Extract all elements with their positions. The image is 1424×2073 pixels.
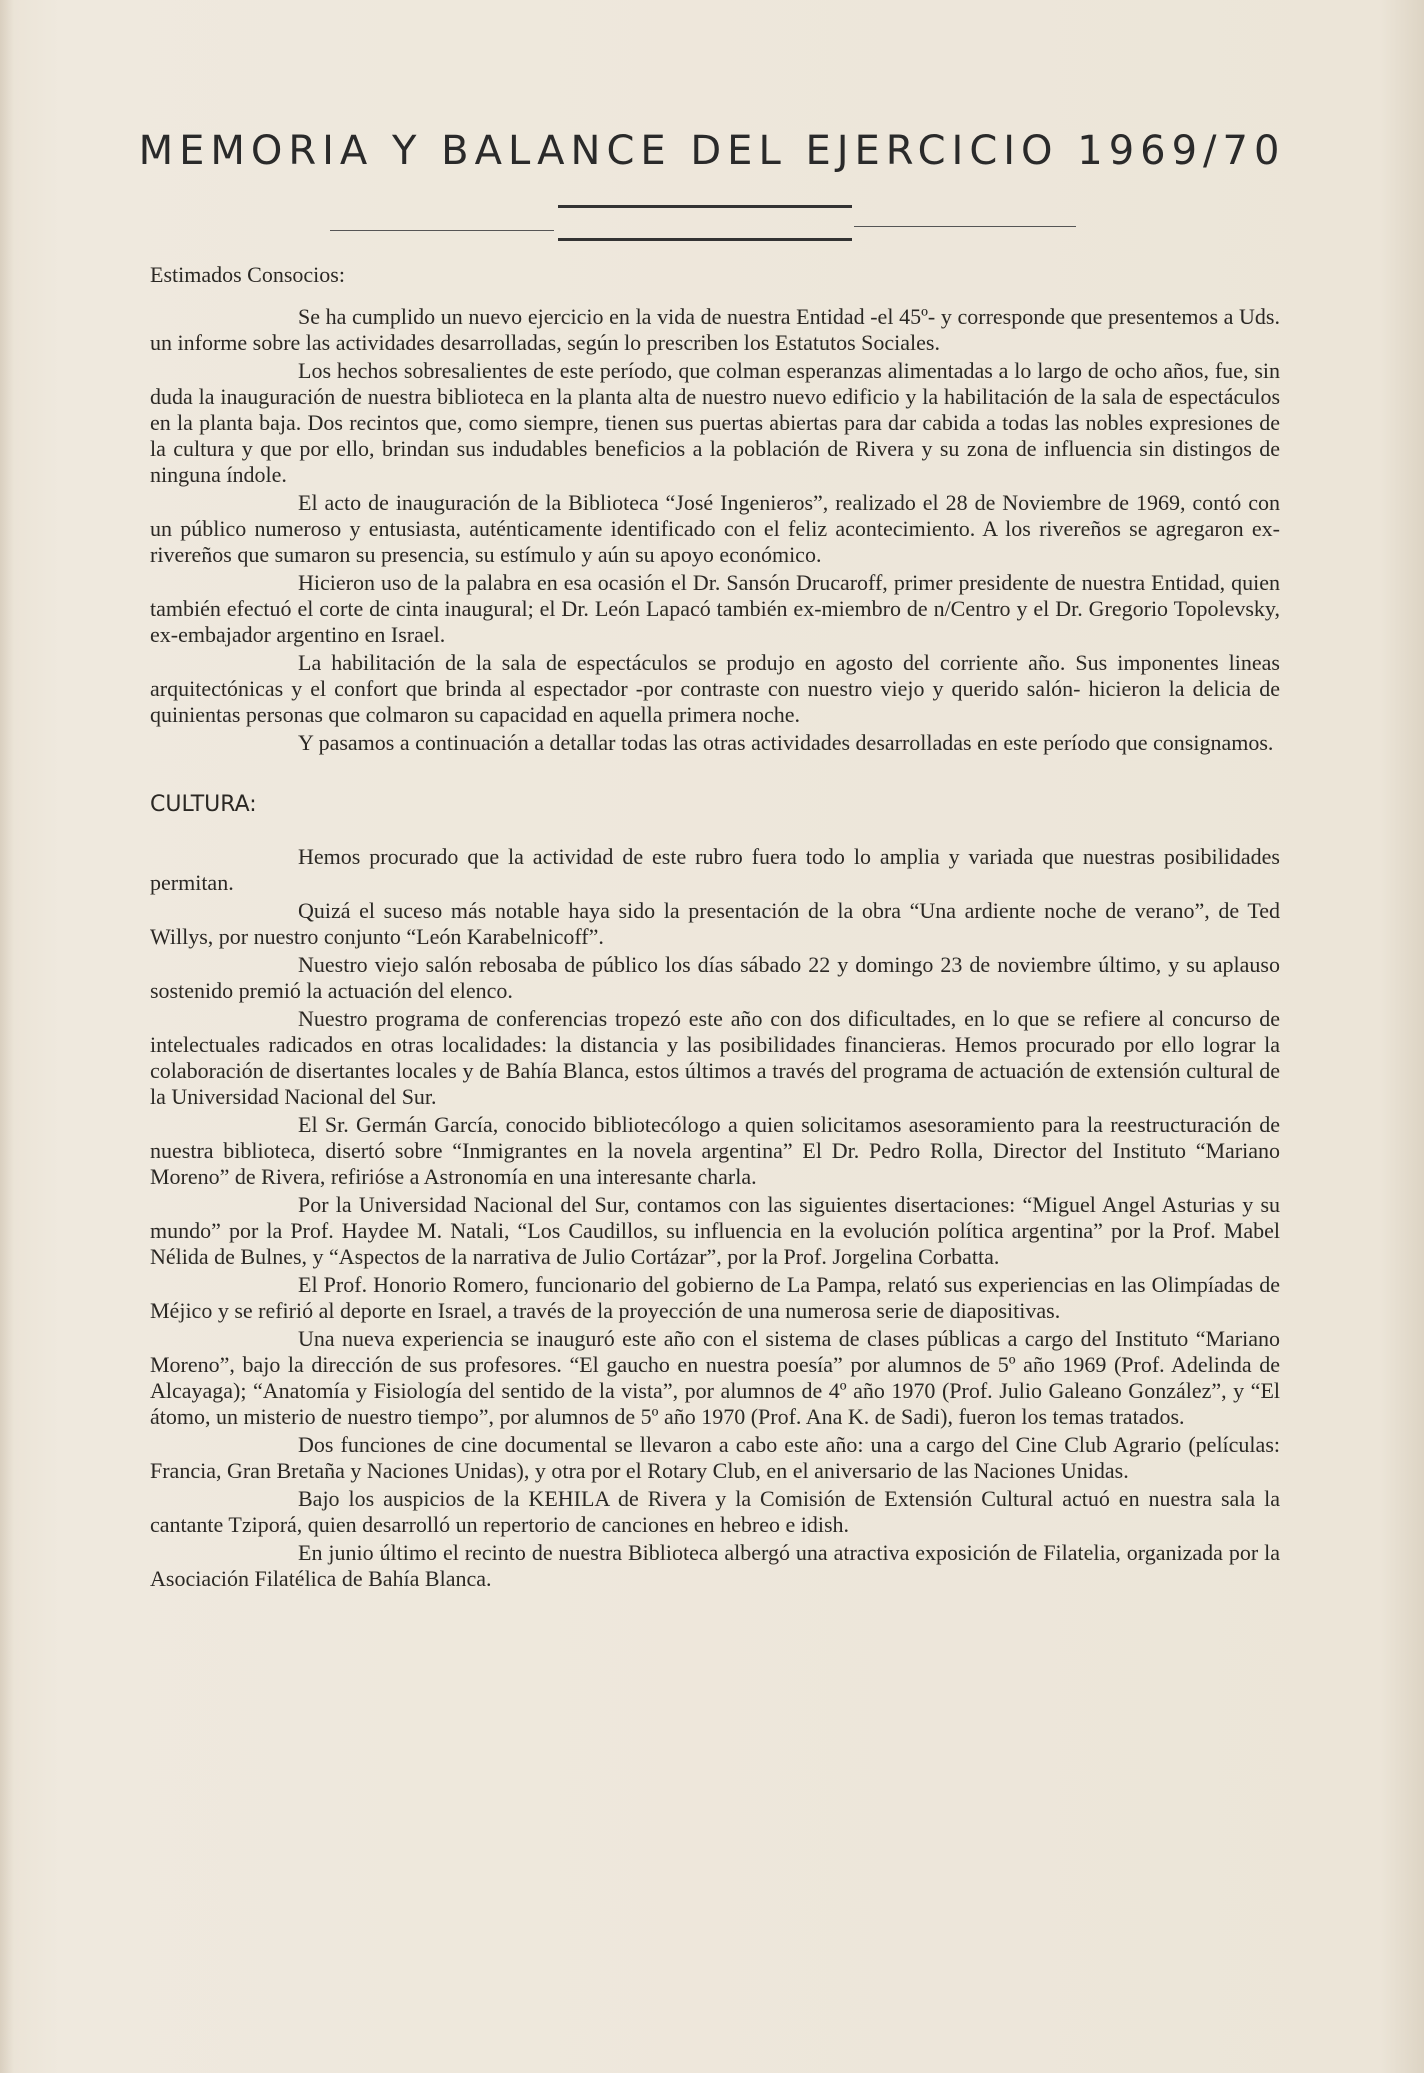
intro-paragraph: Se ha cumplido un nuevo ejercicio en la vida de nuestra Entidad -el 45º- y corresponde que presentemos a Uds. un informe sobre las actividades desarrolladas, según lo prescriben los Estatutos Sociales. — [150, 304, 1280, 355]
culture-paragraph: Quizá el suceso más notable haya sido la presentación de la obra “Una ardiente noche de verano”, de Ted Willys, por nuestro conjunto “León Karabelnicoff”. — [150, 898, 1280, 949]
culture-paragraph: Por la Universidad Nacional del Sur, contamos con las siguientes disertaciones: “Miguel Angel Asturias y su mundo” por la Prof. Haydee M. Natali, “Los Caudillos, su influencia en la evolución política argentina” por la Prof. Mabel Nélida de Bulnes, y “Aspectos de la narrativa de Julio Cortázar”, por la Prof. Jorgelina Corbatta. — [150, 1192, 1280, 1269]
intro-paragraph: El acto de inauguración de la Biblioteca “José Ingenieros”, realizado el 28 de Noviembre de 1969, contó con un público numeroso y entusiasta, auténticamente identificado con el feliz acontecimiento. A los rivereños se agregaron ex-rivereños que sumaron su presencia, su estímulo y aún su apoyo económico. — [150, 490, 1280, 567]
title-underline-bottom — [558, 238, 852, 241]
culture-paragraph: Dos funciones de cine documental se llevaron a cabo este año: una a cargo del Cine Club Agrario (películas: Francia, Gran Bretaña y Naciones Unidas), y otra por el Rotary Club, en el aniversario de las Naciones Unidas. — [150, 1432, 1280, 1483]
culture-paragraph: Bajo los auspicios de la KEHILA de Rivera y la Comisión de Extensión Cultural actuó en nuestra sala la cantante Tziporá, quien desarrolló un repertorio de canciones en hebreo e idish. — [150, 1486, 1280, 1537]
title-rule-left — [330, 230, 554, 231]
culture-paragraph: El Sr. Germán García, conocido bibliotecólogo a quien solicitamos asesoramiento para la reestructuración de nuestra biblioteca, disertó sobre “Inmigrantes en la novela argentina” El Dr. Pedro Rolla, Director del Instituto “Mariano Moreno” de Rivera, refirióse a Astronomía en una interesante charla. — [150, 1112, 1280, 1189]
intro-paragraph: La habilitación de la sala de espectáculos se produjo en agosto del corriente año. Sus imponentes lineas arquitectónicas y el confort que brinda al espectador -por contraste con nuestro viejo y querido salón- hicieron la delicia de quinientas personas que colmaron su capacidad en aquella primera noche. — [150, 650, 1280, 727]
page-title: MEMORIA Y BALANCE DEL EJERCICIO 1969/70 — [138, 128, 1286, 174]
title-underline-top — [558, 205, 852, 208]
document-body — [150, 262, 1280, 1594]
culture-paragraph: Nuestro viejo salón rebosaba de público los días sábado 22 y domingo 23 de noviembre último, y su aplauso sostenido premió la actuación del elenco. — [150, 952, 1280, 1003]
intro-paragraph: Y pasamos a continuación a detallar todas las otras actividades desarrolladas en este período que consignamos. — [298, 730, 1274, 755]
title-rule-right — [854, 226, 1076, 227]
culture-paragraph: Hemos procurado que la actividad de este rubro fuera todo lo amplia y variada que nuestras posibilidades permitan. — [150, 844, 1280, 895]
culture-paragraph: Nuestro programa de conferencias tropezó este año con dos dificultades, en lo que se refiere al concurso de intelectuales radicados en otras localidades: la distancia y las posibilidades financieras. Hemos procurado por ello lograr la colaboración de disertantes locales y de Bahía Blanca, estos últimos a través del programa de actuación de extensión cultural de la Universidad Nacional del Sur. — [150, 1006, 1280, 1109]
culture-paragraph: En junio último el recinto de nuestra Biblioteca albergó una atractiva exposición de Filatelia, organizada por la Asociación Filatélica de Bahía Blanca. — [150, 1540, 1280, 1591]
intro-paragraph: Los hechos sobresalientes de este período, que colman esperanzas alimentadas a lo largo de ocho años, fue, sin duda la inauguración de nuestra biblioteca en la planta alta de nuestro nuevo edificio y la habilitación de la sala de espectáculos en la planta baja. Dos recintos que, como siempre, tienen sus puertas abiertas para dar cabida a todas las nobles expresiones de la cultura y que por ello, brindan sus indudables beneficios a la población de Rivera y su zona de influencia sin distingos de ninguna índole. — [150, 358, 1280, 487]
intro-paragraph: Hicieron uso de la palabra en esa ocasión el Dr. Sansón Drucaroff, primer presidente de nuestra Entidad, quien también efectuó el corte de cinta inaugural; el Dr. León Lapacó también ex-miembro de n/Centro y el Dr. Gregorio Topolevsky, ex-embajador argentino en Israel. — [150, 570, 1280, 647]
section-heading-cultura: CULTURA: — [150, 792, 257, 817]
culture-paragraph: El Prof. Honorio Romero, funcionario del gobierno de La Pampa, relató sus experiencias en las Olimpíadas de Méjico y se refirió al deporte en Israel, a través de la proyección de una numerosa serie de diapositivas. — [150, 1272, 1280, 1323]
salutation: Estimados Consocios: — [150, 262, 345, 287]
culture-paragraph: Una nueva experiencia se inauguró este año con el sistema de clases públicas a cargo del Instituto “Mariano Moreno”, bajo la dirección de sus profesores. “El gaucho en nuestra poesía” por alumnos de 5º año 1969 (Prof. Adelinda de Alcayaga); “Anatomía y Fisiología del sentido de la vista”, por alumnos de 4º año 1970 (Prof. Julio Galeano González”, y “El átomo, un misterio de nuestro tiempo”, por alumnos de 5º año 1970 (Prof. Ana K. de Sadi), fueron los temas tratados. — [150, 1326, 1280, 1429]
